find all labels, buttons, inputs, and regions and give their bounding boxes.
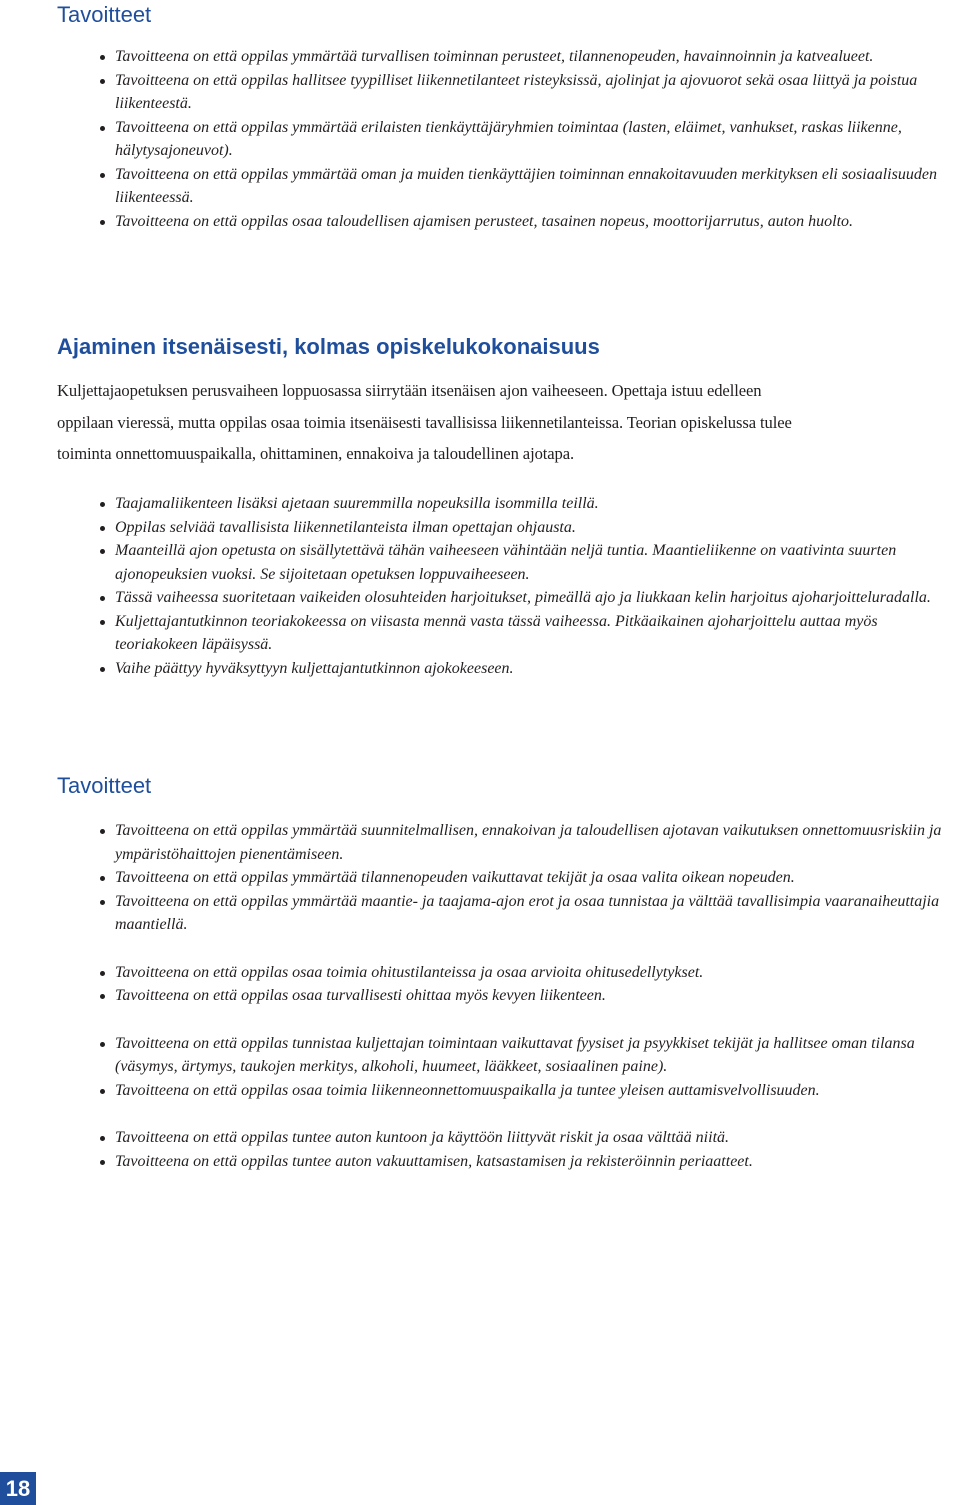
bullet-icon xyxy=(100,829,105,834)
bullet-icon xyxy=(100,526,105,531)
section-heading-tavoitteet-1: Tavoitteet xyxy=(57,2,152,27)
bullet-icon xyxy=(100,994,105,999)
list-item: Tavoitteena on että oppilas tunnistaa kuljettajan toimintaan vaikuttavat fyysiset ja psyykkiset tekijät ja hallitsee oman tilansa (väsymys, ärtymys, taukojen merkitys, alkoholi, huumeet, lääkkeet, sosiaalinen paine). xyxy=(0,1032,960,1079)
list-item: Vaihe päättyy hyväksyttyyn kuljettajantutkinnon ajokokeeseen. xyxy=(0,657,960,681)
bullet-icon xyxy=(100,667,105,672)
bullet-icon xyxy=(100,900,105,905)
bullet-icon xyxy=(100,971,105,976)
list-item: Maanteillä ajon opetusta on sisällytettävä tähän vaiheeseen vähintään neljä tuntia. Maantieliikenne on vaativinta suurten ajonopeuksien vuoksi. Se sijoitetaan opetuksen loppuvaiheeseen. xyxy=(0,539,960,586)
list-item: Tavoitteena on että oppilas hallitsee tyypilliset liikennetilanteet risteyksissä, ajolinjat ja ajovuorot sekä osaa liittyä ja poistua liikenteestä. xyxy=(0,69,960,116)
bullet-icon xyxy=(100,1136,105,1141)
section-heading-ajaminen: Ajaminen itsenäisesti, kolmas opiskelukokonaisuus xyxy=(57,334,600,359)
intro-paragraph xyxy=(57,375,957,470)
list-item: Tavoitteena on että oppilas ymmärtää suunnitelmallisen, ennakoivan ja taloudellisen ajotavan vaikutuksen onnettomuusriskiin ja ympäristöhaittojen pienentämiseen. xyxy=(0,819,960,866)
bullet-icon xyxy=(100,126,105,131)
goals-list-2 xyxy=(0,819,960,1173)
bullet-icon xyxy=(100,596,105,601)
bullet-icon xyxy=(100,876,105,881)
bullet-icon xyxy=(100,1160,105,1165)
list-item: Taajamaliikenteen lisäksi ajetaan suuremmilla nopeuksilla isommilla teillä. xyxy=(0,492,960,516)
list-item: Kuljettajantutkinnon teoriakokeessa on viisasta mennä vasta tässä vaiheessa. Pitkäaikainen ajoharjoittelu auttaa myös teoriakokeen läpäisyssä. xyxy=(0,610,960,657)
bullet-icon xyxy=(100,502,105,507)
list-item: Tavoitteena on että oppilas osaa toimia ohitustilanteissa ja osaa arvioita ohitusedellytykset. xyxy=(0,961,960,985)
bullet-icon xyxy=(100,173,105,178)
bullet-icon xyxy=(100,549,105,554)
list-item: Tavoitteena on että oppilas osaa taloudellisen ajamisen perusteet, tasainen nopeus, moottorijarrutus, auton huolto. xyxy=(0,210,960,234)
paragraph-line: oppilaan vieressä, mutta oppilas osaa toimia itsenäisesti tavallisissa liikennetilanteissa. Teorian opiskelussa tulee xyxy=(57,412,792,432)
list-item: Tavoitteena on että oppilas ymmärtää tilannenopeuden vaikuttavat tekijät ja osaa valita oikean nopeuden. xyxy=(0,866,960,890)
list-item: Tavoitteena on että oppilas ymmärtää oman ja muiden tienkäyttäjien toiminnan ennakoitavuuden merkityksen eli sosiaalisuuden liikenteessä. xyxy=(0,163,960,210)
list-item: Tässä vaiheessa suoritetaan vaikeiden olosuhteiden harjoitukset, pimeällä ajo ja liukkaan kelin harjoitus ajoharjoitteluradalla. xyxy=(0,586,960,610)
list-item: Tavoitteena on että oppilas osaa turvallisesti ohittaa myös kevyen liikenteen. xyxy=(0,984,960,1008)
bullet-icon xyxy=(100,1042,105,1047)
list-item: Tavoitteena on että oppilas ymmärtää maantie- ja taajama-ajon erot ja osaa tunnistaa ja välttää tavallisimpia vaaranaiheuttajia maantiellä. xyxy=(0,890,960,937)
paragraph-line: toiminta onnettomuuspaikalla, ohittaminen, ennakoiva ja taloudellinen ajotapa. xyxy=(57,444,575,463)
list-item: Tavoitteena on että oppilas tuntee auton vakuuttamisen, katsastamisen ja rekisteröinnin periaatteet. xyxy=(0,1150,960,1174)
paragraph-line: Kuljettajaopetuksen perusvaiheen loppuosassa siirrytään itsenäisen ajon vaiheeseen. Opettaja istuu edelleen xyxy=(57,381,762,400)
goals-list-1 xyxy=(0,45,960,233)
bullet-icon xyxy=(100,55,105,60)
bullet-icon xyxy=(100,620,105,625)
bullet-icon xyxy=(100,79,105,84)
list-item: Tavoitteena on että oppilas ymmärtää erilaisten tienkäyttäjäryhmien toimintaa (lasten, eläimet, vanhukset, raskas liikenne, hälytysajoneuvot). xyxy=(0,116,960,163)
section-heading-tavoitteet-2: Tavoitteet xyxy=(57,773,152,798)
list-item: Tavoitteena on että oppilas tuntee auton kuntoon ja käyttöön liittyvät riskit ja osaa välttää niitä. xyxy=(0,1126,960,1150)
bullet-icon xyxy=(100,220,105,225)
list-item: Tavoitteena on että oppilas ymmärtää turvallisen toiminnan perusteet, tilannenopeuden, havainnoinnin ja katvealueet. xyxy=(0,45,960,69)
page-number: 18 xyxy=(0,1472,36,1505)
list-item: Tavoitteena on että oppilas osaa toimia liikenneonnettomuuspaikalla ja tuntee yleisen auttamisvelvollisuuden. xyxy=(0,1079,960,1103)
phase-list xyxy=(0,492,960,680)
bullet-icon xyxy=(100,1089,105,1094)
list-item: Oppilas selviää tavallisista liikennetilanteista ilman opettajan ohjausta. xyxy=(0,516,960,540)
